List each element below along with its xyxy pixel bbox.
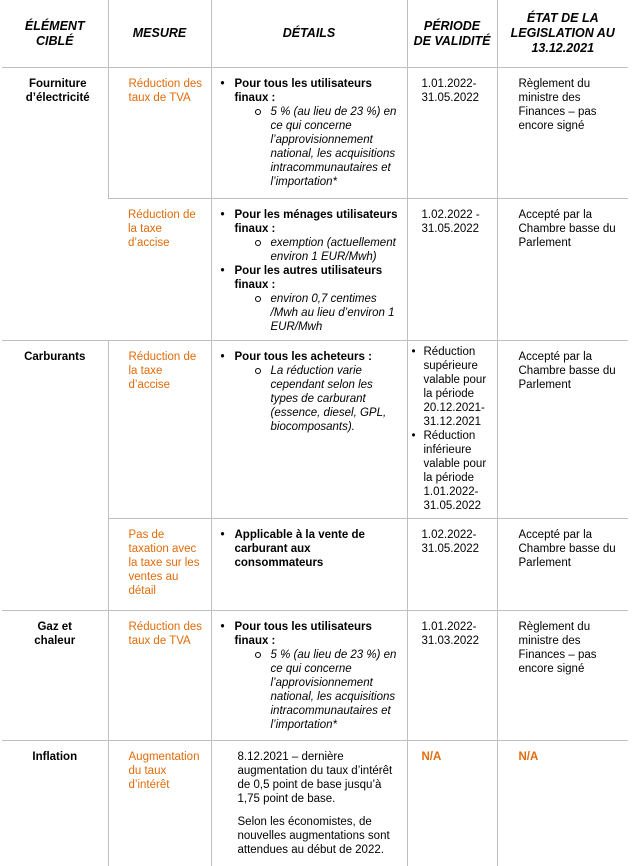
period-cell: N/A [407, 741, 497, 866]
header-target: ÉLÉMENT CIBLÉ [2, 0, 108, 68]
measures-table [2, 0, 628, 866]
list-item: environ 0,7 centimes /Mwh au lieu d’environ 1 EUR/Mwh [235, 292, 403, 334]
period-cell: 1.02.2022-31.05.2022 [407, 519, 497, 611]
list-item: La réduction varie cependant selon les types de carburant (essence, diesel, GPL, biocomposants). [235, 364, 403, 434]
period-cell: 1.01.2022-31.03.2022 [407, 611, 497, 741]
header-details: DÉTAILS [211, 0, 407, 68]
target-inflation: Inflation [2, 741, 108, 866]
status-cell: Accepté par la Chambre basse du Parlement [497, 341, 628, 519]
table-row [2, 519, 628, 611]
list-item: • Pour les ménages utilisateurs finaux : exemption (actuellement environ 1 EUR/Mwh) [218, 208, 403, 264]
target-fuels: Carburants [2, 341, 108, 519]
list-item: 5 % (au lieu de 23 %) en ce qui concerne l’approvisionnement national, les acquisitions intracommunautaires et l’importation* [235, 648, 403, 732]
measure-cell: Réduction des taux de TVA [108, 68, 211, 199]
period-cell: 1.02.2022 - 31.05.2022 [407, 199, 497, 341]
measure-cell: Réduction de la taxe d’accise [108, 341, 211, 519]
period-cell [407, 341, 497, 519]
details-cell [211, 611, 407, 741]
target-electricity: Fourniture d’électricité [25, 78, 90, 104]
period-cell: 1.01.2022-31.05.2022 [407, 68, 497, 199]
details-cell [211, 199, 407, 341]
header-row [2, 0, 628, 68]
list-item: • Réduction supérieure valable pour la période 20.12.2021-31.12.2021 [410, 345, 493, 429]
measure-cell: Augmentation du taux d’intérêt [108, 741, 211, 866]
details-cell [211, 341, 407, 519]
list-item: • Pour les autres utilisateurs finaux : environ 0,7 centimes /Mwh au lieu d’environ 1 EUR/Mwh [218, 264, 403, 334]
list-item: • Pour tous les acheteurs : La réduction varie cependant selon les types de carburant (essence, diesel, GPL, biocomposants). [218, 350, 403, 434]
details-cell [211, 519, 407, 611]
table-row [2, 741, 628, 866]
status-cell: Règlement du ministre des Finances – pas encore signé [497, 68, 628, 199]
measure-cell: Réduction de la taxe d’accise [108, 199, 211, 341]
details-cell [211, 68, 407, 199]
table-row [2, 341, 628, 519]
list-item: • Pour tous les utilisateurs finaux : 5 % (au lieu de 23 %) en ce qui concerne l’approvisionnement national, les acquisitions intracommunautaires et l’importation* [218, 77, 403, 189]
header-measure: MESURE [108, 0, 211, 68]
target-gas-heat: Gaz et chaleur [2, 611, 108, 741]
table-row [2, 611, 628, 741]
status-cell: Accepté par la Chambre basse du Parlement [497, 519, 628, 611]
status-cell: Accepté par la Chambre basse du Parlement [497, 199, 628, 341]
status-cell: N/A [497, 741, 628, 866]
table-row [2, 68, 628, 199]
details-paragraph: Selon les économistes, de nouvelles augmentations sont attendues au début de 2022. [237, 816, 390, 856]
measure-cell: Pas de taxation avec la taxe sur les ventes au détail [108, 519, 211, 611]
list-item: • Applicable à la vente de carburant aux consommateurs [218, 528, 403, 570]
status-cell: Règlement du ministre des Finances – pas encore signé [497, 611, 628, 741]
details-paragraph: 8.12.2021 – dernière augmentation du taux d’intérêt de 0,5 point de base jusqu’à 1,75 point de base. [237, 751, 393, 805]
header-period: PÉRIODE DE VALIDITÉ [407, 0, 497, 68]
empty-target-cell [2, 519, 108, 611]
list-item: • Réduction inférieure valable pour la période 1.01.2022-31.05.2022 [410, 429, 493, 513]
list-item: 5 % (au lieu de 23 %) en ce qui concerne l’approvisionnement national, les acquisitions intracommunautaires et l’importation* [235, 105, 403, 189]
measure-cell: Réduction des taux de TVA [108, 611, 211, 741]
header-status: ÉTAT DE LA LEGISLATION AU 13.12.2021 [497, 0, 628, 68]
list-item: exemption (actuellement environ 1 EUR/Mwh) [235, 236, 403, 264]
details-cell [211, 741, 407, 866]
list-item: • Pour tous les utilisateurs finaux : 5 % (au lieu de 23 %) en ce qui concerne l’approvisionnement national, les acquisitions intracommunautaires et l’importation* [218, 620, 403, 732]
